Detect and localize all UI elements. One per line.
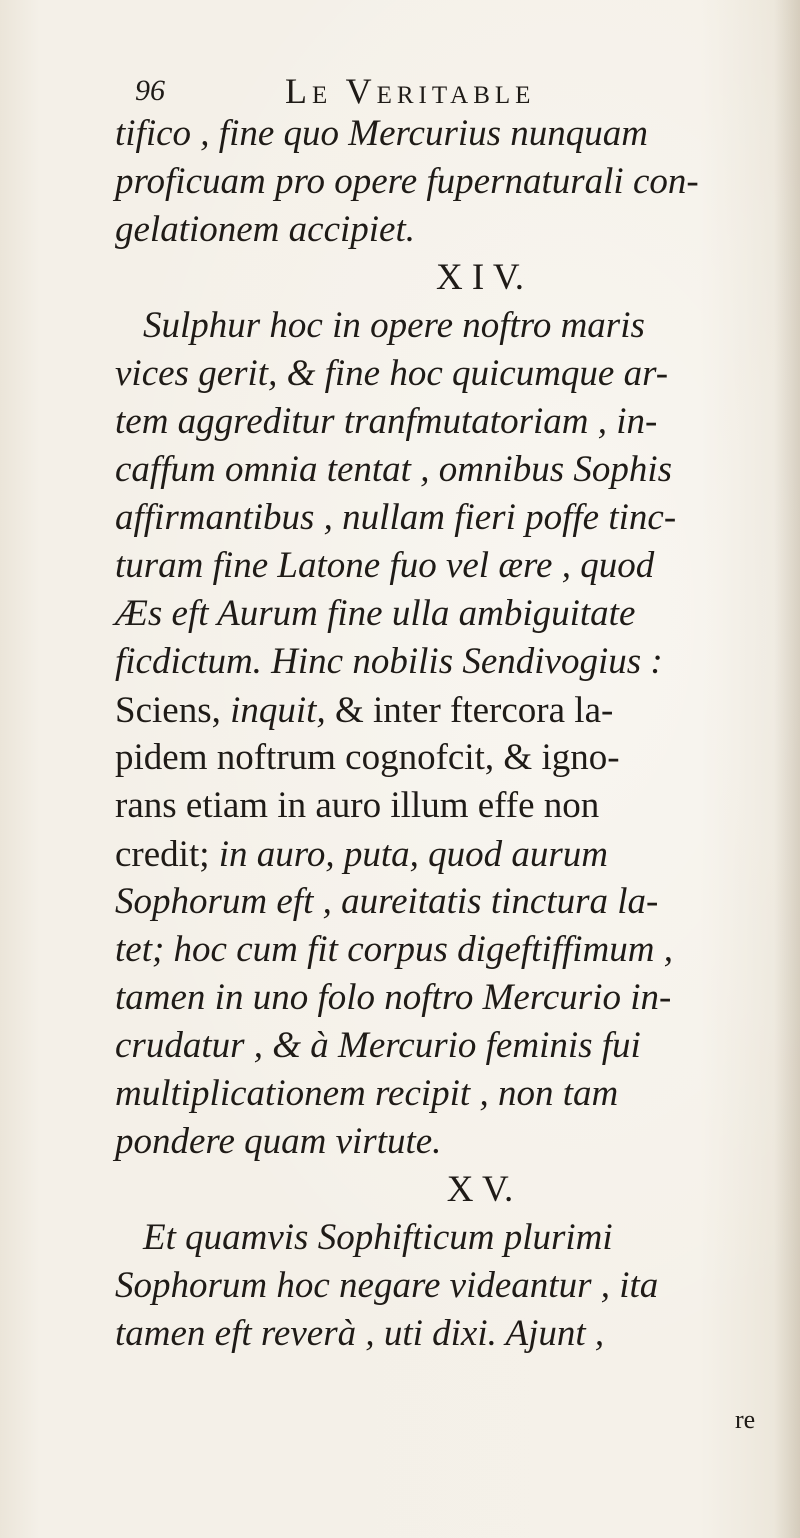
text-line: Sophorum hoc negare videantur , ita [115,1265,659,1306]
text-line: Sulphur hoc in opere noftro maris [143,305,645,346]
text-line: Sophorum eft , aureitatis tinctura la- [115,881,659,922]
body-text [115,110,775,1358]
text-line: tet; hoc cum fit corpus digeftiffimum , [115,929,673,970]
text-line: tamen in uno folo noftro Mercurio in- [115,977,672,1018]
text-line: Et quamvis Sophifticum plurimi [143,1217,613,1258]
text-line: turam fine Latone fuo vel ære , quod [115,545,655,586]
page-edge-shadow [774,0,800,1538]
text-fragment: in auro, puta, quod aurum [218,834,608,875]
text-line: ficdictum. Hinc nobilis Sendivogius : [115,641,663,682]
text-fragment: credit; [115,834,219,875]
section-heading: X V. [446,1169,514,1210]
text-fragment: Sciens, [115,690,231,731]
page-header [135,70,695,114]
text-line: proficuam pro opere fupernaturali con- [115,161,699,202]
running-head: Le Veritable [285,71,536,111]
text-line: pidem noftrum cognofcit, & igno- [115,737,620,778]
text-line: crudatur , & à Mercurio feminis fui [115,1025,641,1066]
text-fragment: inquit, [230,690,326,731]
text-line: Æs eft Aurum fine ulla ambiguitate [115,593,636,634]
text-line: tem aggreditur tranfmutatoriam , in- [115,401,658,442]
text-line: rans etiam in auro illum effe non [115,785,600,826]
text-line: caffum omnia tentat , omnibus Sophis [115,449,673,490]
catchword: re [735,1405,756,1434]
text-line: affirmantibus , nullam fieri poffe tinc- [115,497,677,538]
text-line: gelationem accipiet. [115,209,416,250]
text-fragment: & inter ftercora la- [325,690,614,731]
text-line: vices gerit, & fine hoc quicumque ar- [115,353,669,394]
text-line: multiplicationem recipit , non tam [115,1073,619,1114]
section-heading: X I V. [435,257,525,298]
text-line: tifico , fine quo Mercurius nunquam [115,113,649,154]
text-line [115,830,775,878]
page-number: 96 [135,74,165,107]
text-line: pondere quam virtute. [115,1121,442,1162]
text-line: tamen eft reverà , uti dixi. Ajunt , [115,1313,605,1354]
text-line [115,686,775,734]
